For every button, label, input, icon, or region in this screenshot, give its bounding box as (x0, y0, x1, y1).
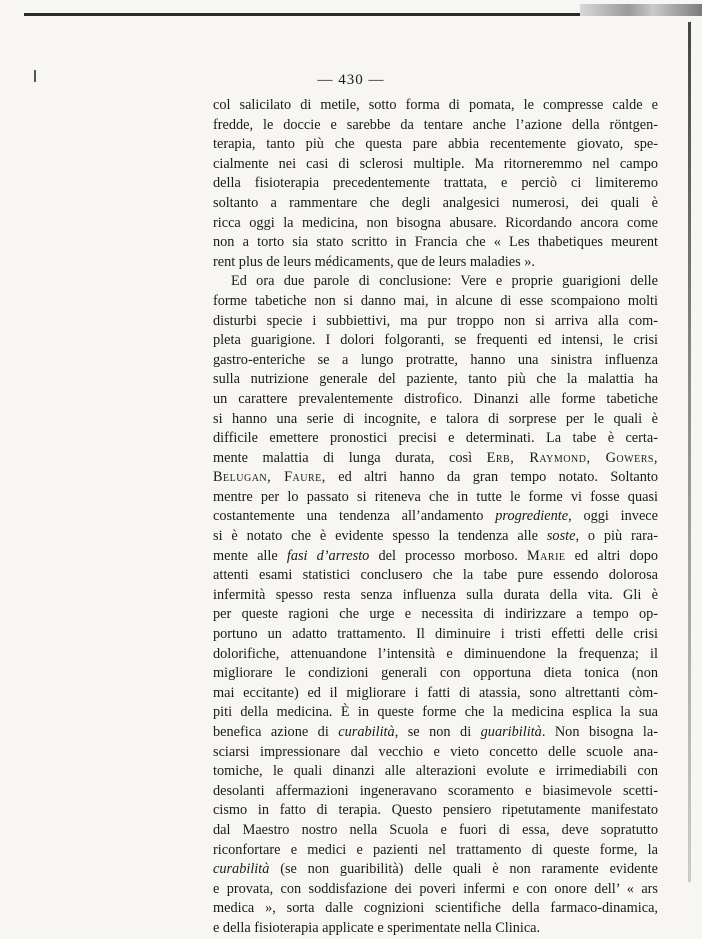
text-line (213, 684, 658, 704)
body-text (213, 96, 658, 939)
line-text: mai eccitante) ed il migliorare i fatti di atassia, sono altrettanti còm- (213, 684, 658, 701)
text-line (213, 488, 658, 508)
line-segment: ed altri hanno da gran tempo notato. Soltanto (325, 469, 658, 486)
line-text: infermità spesso resta senza influenza sulla durata della vita. Gli è (213, 586, 658, 603)
italic-term: progrediente (495, 508, 569, 525)
line-text: sciarsi impressionare dal vecchio e vieto concetto delle scuole ana- (213, 743, 658, 760)
line-text: dal Maestro nostro nella Scuola e fuori di essa, deve sopratutto (213, 821, 658, 838)
text-line (213, 272, 658, 292)
scan-edge-strip (580, 4, 702, 16)
author-names: Erb, Raymond, Gowers, (486, 449, 659, 466)
italic-term: guaribilità (480, 724, 542, 740)
text-line (213, 586, 658, 606)
text-line (213, 253, 658, 273)
text-line (213, 880, 658, 900)
text-line (213, 214, 658, 234)
line-text: piti della medicina. È in queste forme che la medicina esplica la sua (213, 704, 658, 721)
text-line (213, 135, 658, 155)
line-segment: , o più rara- (575, 528, 658, 545)
italic-term: fasi d’arresto (286, 547, 370, 564)
line-segment: , se non di (394, 724, 481, 740)
text-line (213, 841, 658, 861)
line-text: si hanno una serie di incognite, e talora di sorprese per le quali è (213, 410, 658, 427)
line-text: Ed ora due parole di conclusione: Vere e proprie guarigioni delle (231, 273, 658, 290)
text-line (213, 605, 658, 625)
text-line (213, 174, 658, 194)
text-line (213, 860, 658, 880)
line-text: riconfortare e medici e pazienti nel trattamento di queste forme, la (213, 841, 658, 858)
line-segment: mente malattia di lunga durata, così (213, 449, 487, 466)
line-segment: ed altri dopo (565, 547, 659, 564)
italic-term: soste (546, 528, 576, 545)
text-line (213, 410, 658, 430)
text-line (213, 645, 658, 665)
text-line (213, 801, 658, 821)
line-text: gastro-enteriche se a lungo protratte, hanno una sinistra influenza (213, 351, 658, 368)
line-text: e della fisioterapia applicate e sperimentate nella Clinica. (213, 919, 541, 936)
line-text: un carattere prevalentemente distrofico. Dinanzi alle forme tabetiche (213, 390, 658, 407)
italic-term: curabilità (338, 724, 395, 740)
text-line (213, 782, 658, 802)
line-segment: si è notato che è evidente spesso la tendenza alle (213, 528, 547, 545)
text-line (213, 566, 658, 586)
text-line (213, 370, 658, 390)
line-segment: del processo morboso. (369, 547, 527, 564)
page-right-edge (688, 22, 691, 882)
line-text: terapia, tanto più che questa pare abbia recentemente giovato, spe- (213, 136, 658, 153)
italic-term: curabilità (213, 861, 270, 878)
author-names: Marie (526, 547, 566, 564)
text-line (213, 703, 658, 723)
text-line (213, 331, 658, 351)
line-text: della fisioterapia precedentemente trattata, e perciò ci limiteremo (213, 175, 658, 192)
text-line (213, 429, 658, 449)
text-line (213, 547, 658, 567)
text-line (213, 468, 658, 488)
line-text: cismo in fatto di terapia. Questo pensiero ripetutamente manifestato (213, 802, 658, 819)
text-line (213, 664, 658, 684)
line-text: non a torto sia stato scritto in Francia che « Les thabetiques meurent (213, 234, 658, 251)
line-text: soltanto a rammentare che degli analgesici numerosi, dei quali è (213, 194, 658, 211)
line-segment: (se non guaribilità) delle quali è non raramente evidente (269, 861, 658, 878)
line-text: forme tabetiche non si danno mai, in alcune di esse scompaiono molti (213, 292, 658, 309)
text-line (213, 507, 658, 527)
line-text: portuno un adatto trattamento. Il diminuire i tristi effetti delle crisi (213, 626, 658, 643)
line-text: ricca oggi la medicina, non bisogna abusare. Ricordando ancora come (213, 214, 658, 231)
line-segment: , oggi invece (568, 508, 658, 525)
text-line (213, 155, 658, 175)
line-text: cialmente nei casi di sclerosi multiple. Ma ritorneremmo nel campo (213, 155, 658, 172)
text-line (213, 449, 658, 469)
text-line (213, 625, 658, 645)
text-line (213, 96, 658, 116)
line-segment: benefica azione di (213, 724, 339, 740)
top-rule (24, 13, 624, 16)
line-segment: . Non bisogna la- (541, 724, 658, 740)
line-text: col salicilato di metile, sotto forma di pomata, le compresse calde e (213, 97, 658, 113)
text-line (213, 116, 658, 136)
page-number: — 430 — (317, 72, 385, 88)
text-line (213, 351, 658, 371)
text-line (213, 292, 658, 312)
paragraph (213, 96, 658, 272)
line-segment: costantemente una tendenza all’andamento (213, 508, 496, 525)
text-line (213, 899, 658, 919)
text-line (213, 194, 658, 214)
line-text: difficile emettere pronostici precisi e determinati. La tabe è certa- (213, 430, 658, 447)
line-text: rent plus de leurs médicaments, que de leurs maladies ». (213, 253, 535, 270)
line-text: mentre per lo passato si riteneva che in tutte le forme vi fosse quasi (213, 488, 658, 505)
line-text: medica », sorta dalle cognizioni scientifiche della farmaco-dinamica, (213, 900, 658, 917)
text-line (213, 919, 658, 939)
line-text: tomiche, le quali dinanzi alle alterazioni evolute e irrimediabili con (213, 763, 658, 780)
line-text: e provata, con soddisfazione dei poveri infermi e con onore dell’ « ars (213, 880, 658, 897)
line-text: per queste ragioni che urge e necessita di indirizzare a tempo op- (213, 606, 658, 623)
line-text: attenti esami statistici conclusero che la tabe pure essendo dolorosa (213, 567, 658, 584)
text-line (213, 821, 658, 841)
line-text: pleta guarigione. I dolori folgoranti, se frequenti ed intensi, le crisi (213, 332, 658, 349)
text-line (213, 233, 658, 253)
text-line (213, 312, 658, 332)
text-line (213, 743, 658, 763)
text-line (213, 390, 658, 410)
author-names: Belugan, Faure, (213, 469, 326, 486)
line-text: sulla nutrizione generale del paziente, tanto più che la malattia ha (213, 371, 658, 388)
line-text: disturbi specie i subbiettivi, ma pur troppo non si arriva alla com- (213, 312, 658, 329)
line-text: fredde, le doccie e sarebbe da tentare anche l’azione della röntgen- (213, 116, 658, 133)
text-line (213, 723, 658, 743)
text-line (213, 527, 658, 547)
paragraph (213, 272, 658, 938)
text-line (213, 762, 658, 782)
line-text: migliorare le condizioni generali con opportuna dieta tonica (non (213, 665, 658, 682)
line-text: dolorifiche, attenuandone l’intensità e diminuendone la frequenza; il (213, 645, 658, 662)
line-text: desolanti affermazioni ingeneravano scoramento e biasimevole scetti- (213, 782, 658, 799)
line-segment: mente alle (213, 547, 287, 564)
